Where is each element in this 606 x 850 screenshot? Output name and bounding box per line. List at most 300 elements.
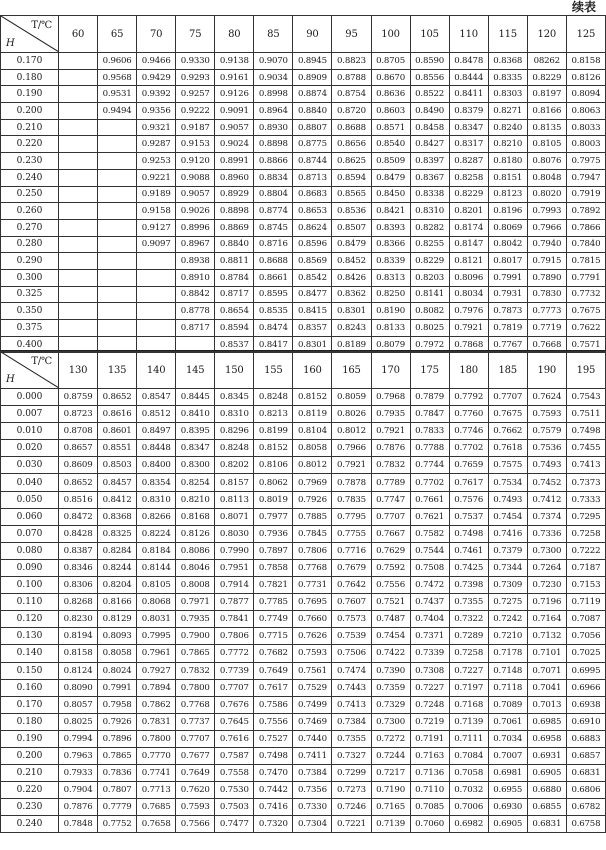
value-cell: 0.7579 (527, 423, 566, 440)
temperature-header-cell: 180 (449, 352, 488, 389)
value-cell: 0.8106 (254, 457, 293, 474)
value-cell: 0.8082 (410, 303, 449, 320)
value-cell: 0.7620 (176, 782, 215, 799)
value-cell: 0.8357 (293, 320, 332, 337)
humidity-cell: 0.180 (1, 713, 59, 730)
value-cell: 0.8196 (488, 203, 527, 220)
table-row (1, 765, 606, 782)
value-cell: 0.7034 (488, 730, 527, 747)
value-cell: 0.8158 (59, 645, 98, 662)
value-cell: 0.8445 (176, 389, 215, 406)
temperature-header-cell: 145 (176, 352, 215, 389)
value-cell: 0.7217 (371, 765, 410, 782)
table-row (1, 525, 606, 542)
value-cell: 0.8194 (59, 628, 98, 645)
value-cell: 0.8417 (254, 336, 293, 353)
value-cell: 0.8254 (176, 474, 215, 491)
temperature-header-cell: 195 (566, 352, 605, 389)
value-cell: 0.7148 (488, 662, 527, 679)
humidity-cell: 0.160 (1, 679, 59, 696)
humidity-cell: 0.240 (1, 169, 59, 186)
value-cell: 0.8967 (176, 236, 215, 253)
value-cell (59, 286, 98, 303)
table-row (1, 816, 606, 833)
value-cell: 0.8325 (98, 525, 137, 542)
value-cell: 0.8509 (371, 153, 410, 170)
value-cell: 0.9568 (98, 69, 137, 86)
value-cell: 0.7537 (449, 508, 488, 525)
value-cell: 0.8427 (410, 136, 449, 153)
value-cell: 0.8688 (254, 253, 293, 270)
value-cell: 0.8421 (371, 203, 410, 220)
value-cell: 0.7472 (410, 577, 449, 594)
value-cell: 0.7487 (371, 611, 410, 628)
value-cell: 0.7785 (254, 594, 293, 611)
value-cell: 0.8910 (176, 269, 215, 286)
value-cell: 0.8616 (98, 406, 137, 423)
value-cell (98, 320, 137, 337)
value-cell: 0.7498 (449, 525, 488, 542)
value-cell: 0.8723 (59, 406, 98, 423)
value-cell: 0.8012 (293, 457, 332, 474)
value-cell: 0.7561 (293, 662, 332, 679)
value-cell: 0.7506 (332, 645, 371, 662)
temperature-header-cell: 120 (527, 16, 566, 53)
temperature-axis-label: T/℃ (31, 20, 52, 31)
value-cell (98, 286, 137, 303)
value-cell: 0.7749 (254, 611, 293, 628)
value-cell: 0.8717 (176, 320, 215, 337)
value-cell: 0.8596 (293, 236, 332, 253)
value-cell: 0.8657 (59, 440, 98, 457)
value-cell: 0.7933 (59, 765, 98, 782)
value-cell: 0.6910 (566, 713, 605, 730)
value-cell: 0.7371 (410, 628, 449, 645)
value-cell: 0.7422 (371, 645, 410, 662)
value-cell: 0.8366 (371, 236, 410, 253)
value-cell: 0.8774 (254, 203, 293, 220)
value-cell: 0.7330 (293, 799, 332, 816)
value-cell: 0.8412 (98, 491, 137, 508)
value-cell: 0.7795 (332, 508, 371, 525)
value-cell: 0.8310 (410, 203, 449, 220)
value-cell: 0.9287 (137, 136, 176, 153)
humidity-cell: 0.180 (1, 69, 59, 86)
value-cell: 0.6905 (488, 816, 527, 833)
value-cell: 0.7153 (566, 577, 605, 594)
value-cell: 0.8807 (293, 119, 332, 136)
value-cell: 0.6857 (566, 747, 605, 764)
value-cell: 0.7702 (449, 440, 488, 457)
temperature-header-cell: 125 (566, 16, 605, 53)
value-cell: 0.8784 (215, 269, 254, 286)
humidity-cell: 0.010 (1, 423, 59, 440)
value-cell: 0.8945 (293, 53, 332, 70)
value-cell: 0.8367 (410, 169, 449, 186)
value-cell: 0.7935 (371, 406, 410, 423)
value-cell: 0.8960 (215, 169, 254, 186)
value-cell: 0.6985 (527, 713, 566, 730)
value-cell: 0.8317 (449, 136, 488, 153)
value-cell: 0.7707 (371, 508, 410, 525)
value-cell: 0.7900 (176, 628, 215, 645)
value-cell: 0.8652 (98, 389, 137, 406)
value-cell: 0.9222 (176, 103, 215, 120)
table-row (1, 406, 606, 423)
value-cell: 0.8571 (371, 119, 410, 136)
value-cell: 0.8033 (566, 119, 605, 136)
value-cell: 0.7498 (254, 747, 293, 764)
value-cell: 0.7187 (566, 559, 605, 576)
table-row (1, 423, 606, 440)
value-cell: 0.8008 (176, 577, 215, 594)
value-cell: 0.8379 (449, 103, 488, 120)
value-cell: 0.8069 (488, 219, 527, 236)
value-cell: 0.8775 (293, 136, 332, 153)
humidity-cell: 0.210 (1, 765, 59, 782)
humidity-cell: 0.200 (1, 103, 59, 120)
value-cell: 0.8019 (254, 491, 293, 508)
value-cell: 0.7413 (332, 696, 371, 713)
value-cell: 0.7707 (488, 389, 527, 406)
value-cell: 0.8477 (293, 286, 332, 303)
value-cell: 0.8063 (566, 103, 605, 120)
value-cell: 0.7876 (371, 440, 410, 457)
humidity-cell: 0.190 (1, 730, 59, 747)
value-cell: 0.8387 (59, 542, 98, 559)
value-cell: 0.7499 (293, 696, 332, 713)
value-cell: 0.8556 (410, 69, 449, 86)
value-cell: 0.8804 (254, 186, 293, 203)
table-row (1, 203, 606, 220)
value-cell: 0.7355 (332, 730, 371, 747)
value-cell: 0.7695 (293, 594, 332, 611)
value-cell: 0.9153 (176, 136, 215, 153)
value-cell: 0.7275 (488, 594, 527, 611)
value-cell: 0.7373 (566, 474, 605, 491)
humidity-cell: 0.170 (1, 53, 59, 70)
value-cell: 0.8048 (527, 169, 566, 186)
value-cell: 0.8244 (98, 559, 137, 576)
humidity-axis-label: H (6, 374, 15, 385)
value-cell: 0.8042 (488, 236, 527, 253)
temperature-header-cell: 190 (527, 352, 566, 389)
value-cell: 0.7865 (98, 747, 137, 764)
value-cell: 0.6982 (449, 816, 488, 833)
value-cell: 0.9429 (137, 69, 176, 86)
value-cell: 0.8300 (176, 457, 215, 474)
value-cell: 0.7336 (527, 525, 566, 542)
value-cell: 0.8094 (566, 86, 605, 103)
temperature-header-cell: 115 (488, 16, 527, 53)
humidity-cell: 0.090 (1, 559, 59, 576)
value-cell (59, 103, 98, 120)
value-cell: 0.8197 (527, 86, 566, 103)
value-cell: 0.8540 (371, 136, 410, 153)
value-cell: 0.6938 (566, 696, 605, 713)
value-cell: 0.7227 (410, 679, 449, 696)
value-cell: 0.8840 (215, 236, 254, 253)
value-cell: 0.8347 (176, 440, 215, 457)
humidity-cell: 0.050 (1, 491, 59, 508)
value-cell: 0.7384 (332, 713, 371, 730)
value-cell: 0.8287 (449, 153, 488, 170)
value-cell: 0.8124 (59, 662, 98, 679)
value-cell: 0.8778 (176, 303, 215, 320)
value-cell: 0.8594 (332, 169, 371, 186)
value-cell: 0.8393 (371, 219, 410, 236)
value-cell: 0.7806 (215, 628, 254, 645)
value-cell: 0.8147 (449, 236, 488, 253)
value-cell: 0.8998 (254, 86, 293, 103)
value-cell: 0.8096 (449, 269, 488, 286)
value-cell: 0.7746 (449, 423, 488, 440)
value-cell: 0.9057 (215, 119, 254, 136)
value-cell: 0.7963 (59, 747, 98, 764)
value-cell: 0.7041 (527, 679, 566, 696)
value-cell: 0.7616 (215, 730, 254, 747)
value-cell: 0.8448 (137, 440, 176, 457)
humidity-cell: 0.230 (1, 799, 59, 816)
table-row (1, 747, 606, 764)
value-cell: 0.7737 (176, 713, 215, 730)
value-cell (98, 236, 137, 253)
temperature-header-cell: 105 (410, 16, 449, 53)
value-cell: 0.6966 (566, 679, 605, 696)
value-cell: 0.8144 (137, 559, 176, 576)
value-cell: 0.8450 (371, 186, 410, 203)
value-cell: 0.8688 (332, 119, 371, 136)
value-cell: 0.7437 (410, 594, 449, 611)
value-cell: 0.7800 (137, 730, 176, 747)
value-cell: 0.7163 (410, 747, 449, 764)
value-cell: 0.8624 (293, 219, 332, 236)
value-cell: 0.7679 (332, 559, 371, 576)
value-cell: 0.7536 (527, 440, 566, 457)
value-cell: 0.8202 (215, 457, 254, 474)
value-cell: 0.7819 (488, 320, 527, 337)
humidity-cell: 0.300 (1, 269, 59, 286)
value-cell: 0.7210 (488, 628, 527, 645)
value-cell: 0.7876 (59, 799, 98, 816)
value-cell: 0.8213 (254, 406, 293, 423)
humidity-cell: 0.325 (1, 286, 59, 303)
value-cell (59, 136, 98, 153)
value-cell: 0.8184 (137, 542, 176, 559)
value-cell: 0.7926 (293, 491, 332, 508)
value-cell: 0.7715 (254, 628, 293, 645)
value-cell: 0.7773 (527, 303, 566, 320)
value-cell: 0.8368 (488, 53, 527, 70)
value-cell: 0.9034 (254, 69, 293, 86)
humidity-cell: 0.250 (1, 186, 59, 203)
humidity-cell: 0.060 (1, 508, 59, 525)
value-cell: 0.7789 (371, 474, 410, 491)
value-cell: 0.8026 (332, 406, 371, 423)
value-cell: 0.9466 (137, 53, 176, 70)
value-cell (137, 320, 176, 337)
value-cell: 0.8474 (254, 320, 293, 337)
value-cell: 0.7890 (527, 269, 566, 286)
table-row (1, 696, 606, 713)
value-cell: 0.8565 (332, 186, 371, 203)
value-cell: 0.7416 (254, 799, 293, 816)
value-cell: 0.8151 (488, 169, 527, 186)
value-cell: 0.8503 (98, 457, 137, 474)
table-row (1, 136, 606, 153)
value-cell: 0.8716 (254, 236, 293, 253)
value-cell (59, 153, 98, 170)
value-cell: 0.7190 (371, 782, 410, 799)
value-cell: 0.7617 (254, 679, 293, 696)
table-row (1, 236, 606, 253)
value-cell: 0.8744 (293, 153, 332, 170)
value-cell: 0.8158 (566, 53, 605, 70)
value-cell: 0.7470 (254, 765, 293, 782)
value-cell: 0.9187 (176, 119, 215, 136)
table-row (1, 782, 606, 799)
temperature-header-cell: 65 (98, 16, 137, 53)
table-row (1, 645, 606, 662)
temperature-header-cell: 60 (59, 16, 98, 53)
value-cell: 0.7452 (527, 474, 566, 491)
value-cell: 0.9321 (137, 119, 176, 136)
value-cell: 0.9057 (176, 186, 215, 203)
value-cell: 0.9120 (176, 153, 215, 170)
value-cell: 0.7139 (449, 713, 488, 730)
value-cell: 0.8296 (215, 423, 254, 440)
table-row (1, 577, 606, 594)
value-cell: 0.7136 (410, 765, 449, 782)
value-cell: 0.7624 (527, 389, 566, 406)
value-cell: 0.7995 (137, 628, 176, 645)
value-cell: 0.7830 (527, 286, 566, 303)
table-row (1, 799, 606, 816)
value-cell: 0.7662 (488, 423, 527, 440)
table-row (1, 491, 606, 508)
value-cell: 0.8636 (371, 86, 410, 103)
table-row (1, 542, 606, 559)
temperature-header-cell: 175 (410, 352, 449, 389)
value-cell: 0.7248 (410, 696, 449, 713)
value-cell (98, 153, 137, 170)
value-cell: 0.7110 (410, 782, 449, 799)
value-cell: 0.8683 (293, 186, 332, 203)
value-cell: 0.7707 (176, 730, 215, 747)
value-cell: 0.8313 (371, 269, 410, 286)
value-cell: 0.7013 (527, 696, 566, 713)
value-cell: 0.7741 (137, 765, 176, 782)
value-cell: 0.8347 (449, 119, 488, 136)
humidity-cell: 0.120 (1, 611, 59, 628)
value-cell: 0.7556 (371, 577, 410, 594)
value-cell: 0.8133 (371, 320, 410, 337)
value-cell: 0.7032 (449, 782, 488, 799)
value-cell: 0.7975 (566, 153, 605, 170)
value-cell: 0.7461 (449, 542, 488, 559)
value-cell: 0.7969 (293, 474, 332, 491)
value-cell: 0.6758 (566, 816, 605, 833)
value-cell: 0.8025 (410, 320, 449, 337)
value-cell: 0.8930 (254, 119, 293, 136)
value-cell: 0.7951 (215, 559, 254, 576)
value-cell: 0.6958 (527, 730, 566, 747)
value-cell: 0.7300 (371, 713, 410, 730)
value-cell: 0.7060 (410, 816, 449, 833)
value-cell: 0.8490 (410, 103, 449, 120)
value-cell: 0.7894 (137, 679, 176, 696)
value-cell: 0.7675 (566, 303, 605, 320)
value-cell (98, 169, 137, 186)
value-cell: 0.7191 (410, 730, 449, 747)
value-cell: 0.8301 (332, 303, 371, 320)
value-cell: 0.8180 (488, 153, 527, 170)
humidity-cell: 0.190 (1, 86, 59, 103)
value-cell: 0.7966 (332, 440, 371, 457)
value-cell: 0.8759 (59, 389, 98, 406)
value-cell: 0.7025 (566, 645, 605, 662)
table-row (1, 730, 606, 747)
value-cell: 0.7474 (332, 662, 371, 679)
value-cell: 0.7645 (215, 713, 254, 730)
value-cell: 0.9088 (176, 169, 215, 186)
value-cell: 0.7993 (527, 203, 566, 220)
value-cell: 0.8266 (137, 508, 176, 525)
value-cell: 0.7320 (254, 816, 293, 833)
value-cell: 0.7084 (449, 747, 488, 764)
value-cell: 0.8126 (566, 69, 605, 86)
value-cell: 0.7085 (410, 799, 449, 816)
value-cell: 0.8415 (293, 303, 332, 320)
value-cell: 0.7503 (215, 799, 254, 816)
value-cell: 0.7242 (488, 611, 527, 628)
value-cell: 0.6995 (566, 662, 605, 679)
value-cell: 0.7865 (176, 645, 215, 662)
value-cell: 0.7558 (215, 765, 254, 782)
temperature-header-cell: 170 (371, 352, 410, 389)
value-cell (59, 320, 98, 337)
value-cell: 0.8168 (176, 508, 215, 525)
value-cell: 0.8428 (59, 525, 98, 542)
value-cell: 0.8210 (488, 136, 527, 153)
value-cell: 0.7289 (449, 628, 488, 645)
value-cell: 0.6981 (488, 765, 527, 782)
humidity-cell: 0.140 (1, 645, 59, 662)
value-cell: 0.6930 (488, 799, 527, 816)
value-cell: 0.7716 (332, 542, 371, 559)
value-cell: 0.7442 (254, 782, 293, 799)
value-cell: 0.7931 (488, 286, 527, 303)
value-cell: 0.8335 (488, 69, 527, 86)
humidity-cell: 0.375 (1, 320, 59, 337)
value-cell: 0.7454 (371, 628, 410, 645)
value-cell: 0.8338 (410, 186, 449, 203)
value-cell: 0.8601 (98, 423, 137, 440)
value-cell: 0.6880 (527, 782, 566, 799)
value-cell (137, 269, 176, 286)
value-cell: 0.8250 (371, 286, 410, 303)
value-cell: 0.8059 (332, 389, 371, 406)
value-cell: 0.7747 (371, 491, 410, 508)
value-cell: 0.9356 (137, 103, 176, 120)
value-cell: 0.7806 (293, 542, 332, 559)
table-row (1, 219, 606, 236)
value-cell: 0.7089 (488, 696, 527, 713)
value-cell (98, 219, 137, 236)
value-cell: 0.6955 (488, 782, 527, 799)
value-cell: 0.7642 (332, 577, 371, 594)
value-cell: 0.8368 (98, 508, 137, 525)
